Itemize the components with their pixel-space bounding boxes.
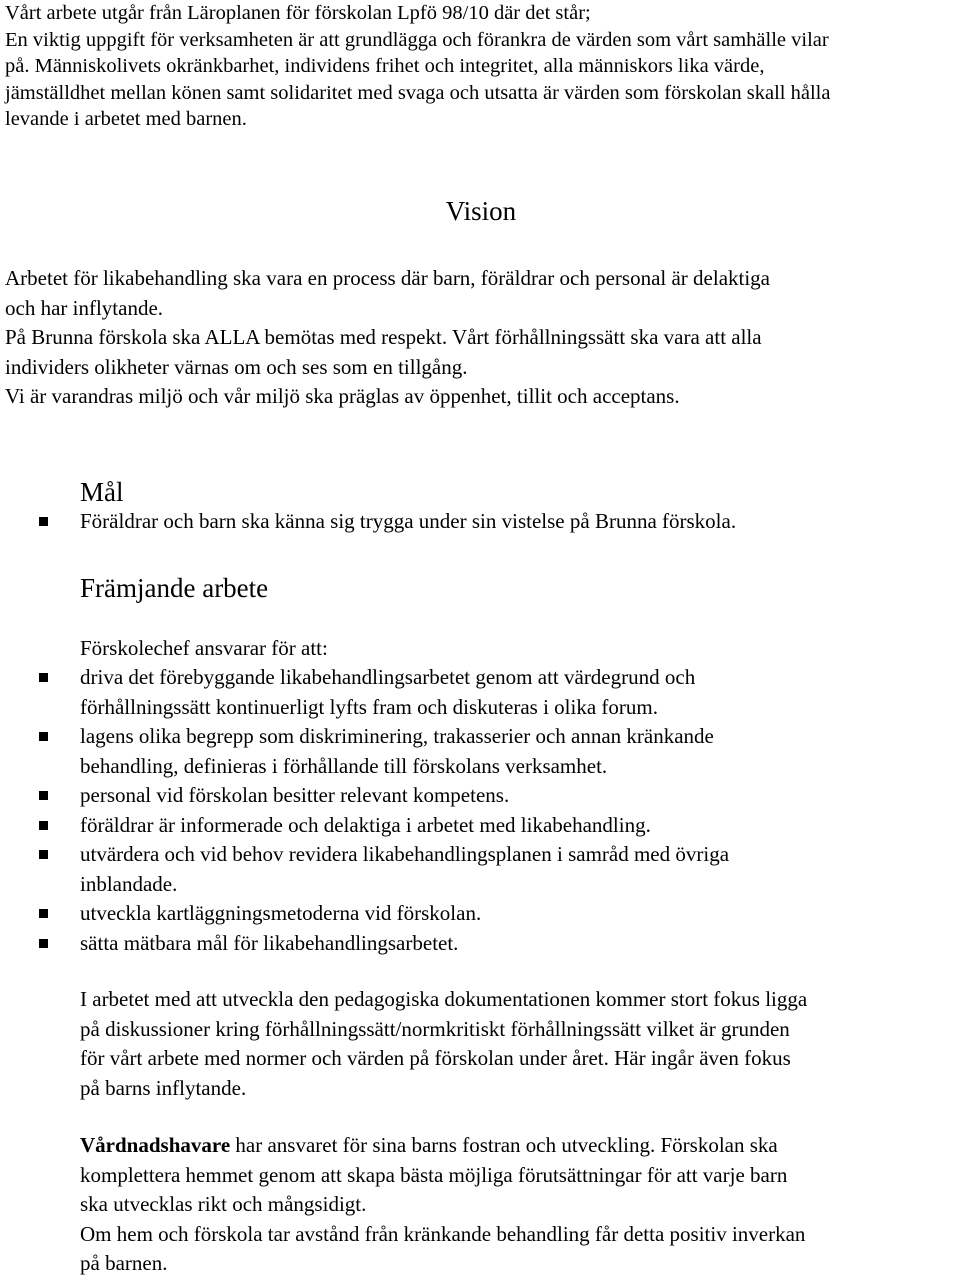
- paragraph-line: komplettera hemmet genom att skapa bästa möjliga förutsättningar för att varje barn: [80, 1162, 788, 1187]
- square-bullet-icon: [39, 732, 48, 741]
- vision-paragraph: [5, 264, 957, 412]
- intro-line: Vårt arbete utgår från Läroplanen för förskolan Lpfö 98/10 där det står;: [5, 2, 591, 24]
- paragraph-line: på diskussioner kring förhållningssätt/normkritiskt förhållningssätt vilket är grunden: [80, 1016, 790, 1041]
- vision-heading: Vision: [445, 196, 517, 226]
- forskolechef-list: [5, 663, 957, 958]
- intro-line: på. Människolivets okränkbarhet, individens frihet och integritet, alla människors lika värde,: [5, 55, 765, 77]
- forskolechef-subheading: Förskolechef ansvarar för att:: [80, 636, 328, 660]
- vision-line: individers olikheter värnas om och ses som en tillgång.: [5, 354, 468, 379]
- list-item: [5, 929, 957, 959]
- list-item-text: lagens olika begrepp som diskriminering, trakasserier och annan kränkande: [80, 724, 714, 748]
- list-item-text: driva det förebyggande likabehandlingsarbetet genom att värdegrund och: [80, 665, 696, 689]
- list-item-text: inblandade.: [80, 871, 178, 896]
- dokumentation-paragraph: [80, 985, 960, 1103]
- list-item: [5, 663, 957, 722]
- list-item-text: förhållningssätt kontinuerligt lyfts fram och diskuteras i olika forum.: [80, 694, 658, 719]
- square-bullet-icon: [39, 791, 48, 800]
- list-item: [5, 840, 957, 899]
- square-bullet-icon: [39, 909, 48, 918]
- list-item-text: behandling, definieras i förhållande till förskolans verksamhet.: [80, 753, 608, 778]
- list-item-text: utvärdera och vid behov revidera likabehandlingsplanen i samråd med övriga: [80, 842, 730, 866]
- list-item-text: utveckla kartläggningsmetoderna vid förskolan.: [80, 901, 482, 925]
- paragraph-line: [80, 1131, 960, 1161]
- square-bullet-icon: [39, 673, 48, 682]
- list-item: [5, 811, 957, 841]
- list-item-text: sätta mätbara mål för likabehandlingsarbetet.: [80, 930, 459, 955]
- mal-heading: Mål: [80, 477, 124, 507]
- paragraph-line: I arbetet med att utveckla den pedagogiska dokumentationen kommer stort fokus ligga: [80, 987, 808, 1011]
- vardnadshavare-bold-lead: Vårdnadshavare: [80, 1133, 231, 1157]
- paragraph-line: på barnen.: [80, 1251, 168, 1275]
- list-item: [5, 722, 957, 781]
- list-item: [5, 507, 957, 537]
- vision-line: Arbetet för likabehandling ska vara en process där barn, föräldrar och personal är delaktiga: [5, 266, 771, 290]
- paragraph-line: Om hem och förskola tar avstånd från kränkande behandling får detta positiv inverkan: [80, 1221, 806, 1246]
- vardnadshavare-paragraph: [80, 1131, 960, 1279]
- list-item: [5, 899, 957, 929]
- square-bullet-icon: [39, 850, 48, 859]
- list-item: [5, 781, 957, 811]
- mal-list: [5, 507, 957, 537]
- intro-line: En viktig uppgift för verksamheten är att grundlägga och förankra de värden som vårt samhälle vilar: [5, 28, 829, 51]
- paragraph-line-rest: har ansvaret för sina barns fostran och utveckling. Förskolan ska: [230, 1133, 778, 1157]
- list-item-text: föräldrar är informerade och delaktiga i arbetet med likabehandling.: [80, 812, 651, 837]
- vision-line: Vi är varandras miljö och vår miljö ska präglas av öppenhet, tillit och acceptans.: [5, 384, 680, 408]
- list-item-text: Föräldrar och barn ska känna sig trygga under sin vistelse på Brunna förskola.: [80, 509, 737, 533]
- intro-line: jämställdhet mellan könen samt solidaritet med svaga och utsatta är värden som förskolan skall hålla: [5, 81, 831, 104]
- list-item-text: personal vid förskolan besitter relevant kompetens.: [80, 783, 510, 807]
- intro-paragraph: [5, 0, 957, 133]
- square-bullet-icon: [39, 821, 48, 830]
- document-page: [5, 0, 957, 1275]
- paragraph-line: på barns inflytande.: [80, 1075, 247, 1100]
- vision-line: och har inflytande.: [5, 295, 164, 320]
- paragraph-line: för vårt arbete med normer och värden på förskolan under året. Här ingår även fokus: [80, 1046, 791, 1070]
- vision-line: På Brunna förskola ska ALLA bemötas med respekt. Vårt förhållningssätt ska vara att alla: [5, 325, 762, 349]
- square-bullet-icon: [39, 517, 48, 526]
- square-bullet-icon: [39, 939, 48, 948]
- paragraph-line: ska utvecklas rikt och mångsidigt.: [80, 1192, 367, 1216]
- framjande-heading: Främjande arbete: [80, 573, 269, 603]
- intro-line: levande i arbetet med barnen.: [5, 108, 247, 130]
